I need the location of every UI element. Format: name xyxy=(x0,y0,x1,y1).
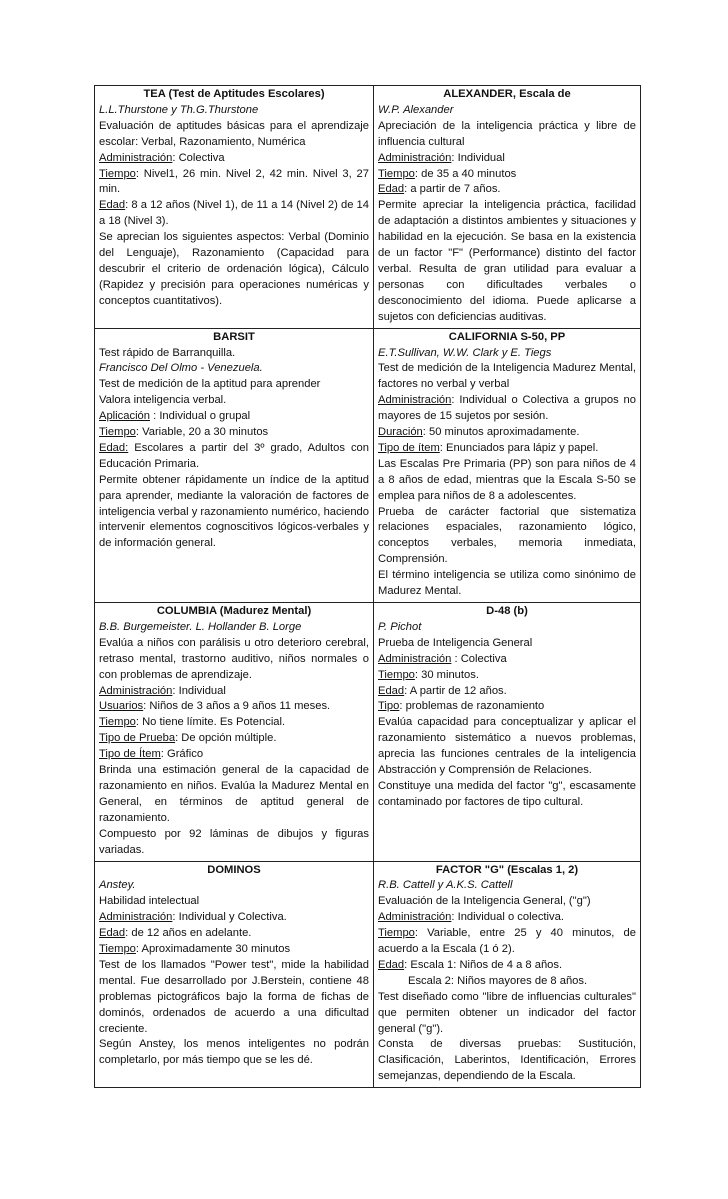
item-type-line: Tipo de ítem: Enunciados para lápiz y papel. xyxy=(378,441,599,454)
test-intro: Evaluación de la Inteligencia General, ("g") xyxy=(378,895,591,908)
age-line: Edad: Escala 1: Niños de 4 a 8 años. xyxy=(378,958,563,971)
test-intro: Habilidad intelectual xyxy=(99,895,200,908)
cell-factor-g xyxy=(374,861,641,1088)
test-title: D-48 (b) xyxy=(486,605,528,617)
test-description: Según Anstey, los menos inteligentes no podrán completarlo, por más tiempo que se les dé. xyxy=(99,1038,369,1067)
test-author: Francisco Del Olmo - Venezuela. xyxy=(99,362,263,375)
admin-line: Administración: Individual y Colectiva. xyxy=(99,911,287,924)
test-author: Anstey. xyxy=(99,879,136,892)
test-title: TEA (Test de Aptitudes Escolares) xyxy=(143,88,325,100)
time-line: Tiempo: de 35 a 40 minutos xyxy=(378,167,517,180)
test-author: B.B. Burgemeister. L. Hollander B. Lorge xyxy=(99,620,302,633)
age-line: Edad: 8 a 12 años (Nivel 1), de 11 a 14 (Nivel 2) de 14 a 18 (Nivel 3). xyxy=(99,199,369,228)
table-row xyxy=(95,861,641,1088)
application-line: Aplicación : Individual o grupal xyxy=(99,410,251,423)
test-author: L.L.Thurstone y Th.G.Thurstone xyxy=(99,103,259,116)
admin-line: Administración : Colectiva xyxy=(378,652,507,665)
test-description: Evalúa capacidad para conceptualizar y aplicar el razonamiento sistemático a nuevos problemas, aprecia las funciones centrales de la inteligencia Abstracción y Comprensión de Relaciones. xyxy=(378,716,636,777)
age-line: Edad: A partir de 12 años. xyxy=(378,684,507,697)
test-title: BARSIT xyxy=(213,330,255,343)
time-line: Tiempo: Nivel1, 26 min. Nivel 2, 42 min. Nivel 3, 27 min. xyxy=(99,167,369,196)
test-intro: Prueba de Inteligencia General xyxy=(378,636,533,649)
test-title: FACTOR "G" (Escalas 1, 2) xyxy=(435,863,579,876)
age-line-scale-2: Escala 2: Niños mayores de 8 años. xyxy=(408,974,588,987)
test-description: Consta de diversas pruebas: Sustitución, Clasificación, Laberintos, Identificación, Errores semejanzas, dependiendo de la Escala. xyxy=(378,1038,636,1083)
admin-line: Administración: Individual o Colectiva a grupos no mayores de 15 sujetos por sesión. xyxy=(378,394,636,423)
cell-dominos xyxy=(95,861,374,1088)
item-type-line: Tipo de Ítem: Gráfico xyxy=(99,748,204,761)
time-line: Tiempo: Variable, entre 25 y 40 minutos, de acuerdo a la Escala (1 ó 2). xyxy=(378,927,636,956)
test-description: Permite apreciar la inteligencia práctica, facilidad de adaptación a distintos ambientes y situaciones y habilidad en la ejecución. Se basa en la existencia de un factor "F" (Performance) distinto del factor verbal. Resulta de gran utilidad para evaluar a personas con dificultades verbales o desconocimiento del idioma. Puede aplicarse a sujetos con deficiencias auditivas. xyxy=(378,199,636,323)
table-row xyxy=(95,328,641,602)
test-intro: Evaluación de aptitudes básicas para el aprendizaje escolar: Verbal, Razonamiento, Numérica xyxy=(99,119,369,148)
time-line: Tiempo: Variable, 20 a 30 minutos xyxy=(99,426,269,439)
test-description: Brinda una estimación general de la capacidad de razonamiento en niños. Evalúa la Madurez Mental en General, en términos de aptitud general de razonamiento. xyxy=(99,764,369,824)
test-intro: Apreciación de la inteligencia práctica y libre de influencia cultural xyxy=(378,119,636,148)
cell-tea xyxy=(95,86,374,329)
test-description: Las Escalas Pre Primaria (PP) son para niños de 4 a 8 años de edad, mientras que la Escala S-50 se emplea para niños de 8 a adolescentes. xyxy=(378,457,636,502)
table-row xyxy=(95,603,641,862)
time-line: Tiempo: No tiene límite. Es Potencial. xyxy=(99,716,286,729)
test-description: Compuesto por 92 láminas de dibujos y figuras variadas. xyxy=(99,827,369,856)
test-intro: Test de medición de la aptitud para aprender xyxy=(99,378,321,391)
admin-line: Administración: Individual o colectiva. xyxy=(378,911,564,924)
cell-california xyxy=(374,328,641,602)
time-line: Tiempo: 30 minutos. xyxy=(378,668,479,681)
admin-line: Administración: Individual xyxy=(378,151,505,164)
type-line: Tipo: problemas de razonamiento xyxy=(378,700,545,713)
cell-barsit xyxy=(95,328,374,602)
admin-line: Administración: Colectiva xyxy=(99,151,225,164)
test-description: Test diseñado como "libre de influencias culturales" que permiten obtener un indicador del factor general ("g"). xyxy=(378,990,636,1035)
test-author: R.B. Cattell y A.K.S. Cattell xyxy=(378,879,513,892)
test-type-line: Tipo de Prueba: De opción múltiple. xyxy=(99,732,277,745)
test-title: ALEXANDER, Escala de xyxy=(443,88,571,100)
test-title: DOMINOS xyxy=(207,863,261,876)
cell-columbia xyxy=(95,603,374,862)
test-description: Prueba de carácter factorial que sistematiza relaciones espaciales, razonamiento lógico, conceptos verbales, memoria inmediata, Comprensión. xyxy=(378,505,636,566)
test-description: Constituye una medida del factor "g", escasamente contaminado por factores de tipo cultural. xyxy=(378,779,636,808)
admin-line: Administración: Individual xyxy=(99,684,226,697)
users-line: Usuarios: Niños de 3 años a 9 años 11 meses. xyxy=(99,700,331,713)
test-title: CALIFORNIA S-50, PP xyxy=(448,330,566,343)
test-description: Test de los llamados "Power test", mide la habilidad mental. Fue desarrollado por J.Berstein, contiene 48 problemas pictográficos bajo la forma de fichas de dominós, ordenados de acuerdo a una dificultad creciente. xyxy=(99,958,369,1035)
duration-line: Duración: 50 minutos aproximadamente. xyxy=(378,426,580,439)
test-title: COLUMBIA (Madurez Mental) xyxy=(156,605,312,617)
age-line: Edad: de 12 años en adelante. xyxy=(99,927,252,940)
test-intro: Test de medición de la Inteligencia Madurez Mental, factores no verbal y verbal xyxy=(378,362,636,391)
test-intro: Evalúa a niños con parálisis u otro deterioro cerebral, retraso mental, trastorno auditivo, niños normales o con problemas de aprendizaje. xyxy=(99,636,369,681)
age-line: Edad: Escolares a partir del 3º grado, Adultos con Educación Primaria. xyxy=(99,441,369,470)
test-catalog-table xyxy=(94,85,641,1088)
age-line: Edad: a partir de 7 años. xyxy=(378,183,501,196)
test-subtitle: Test rápido de Barranquilla. xyxy=(99,346,236,359)
test-description: El término inteligencia se utiliza como sinónimo de Madurez Mental. xyxy=(378,569,636,598)
test-description: Permite obtener rápidamente un índice de la aptitud para aprender, mediante la valoración de factores de inteligencia verbal y razonamiento numérico, haciendo intervenir elementos cognoscitivos lógicos-verbales y de información general. xyxy=(99,473,369,550)
test-description: Se aprecian los siguientes aspectos: Verbal (Dominio del Lenguaje), Razonamiento (Capacidad para descubrir el criterio de ordenación lógica), Cálculo (Rapidez y precisión para operaciones numéricas y conceptos cuantitativos). xyxy=(99,231,369,307)
table-row xyxy=(95,86,641,329)
time-line: Tiempo: Aproximadamente 30 minutos xyxy=(99,943,291,956)
cell-d48 xyxy=(374,603,641,862)
cell-alexander xyxy=(374,86,641,329)
test-intro: Valora inteligencia verbal. xyxy=(99,394,227,407)
test-author: P. Pichot xyxy=(378,620,422,633)
test-author: E.T.Sullivan, W.W. Clark y E. Tiegs xyxy=(378,346,552,359)
test-author: W.P. Alexander xyxy=(378,103,454,116)
